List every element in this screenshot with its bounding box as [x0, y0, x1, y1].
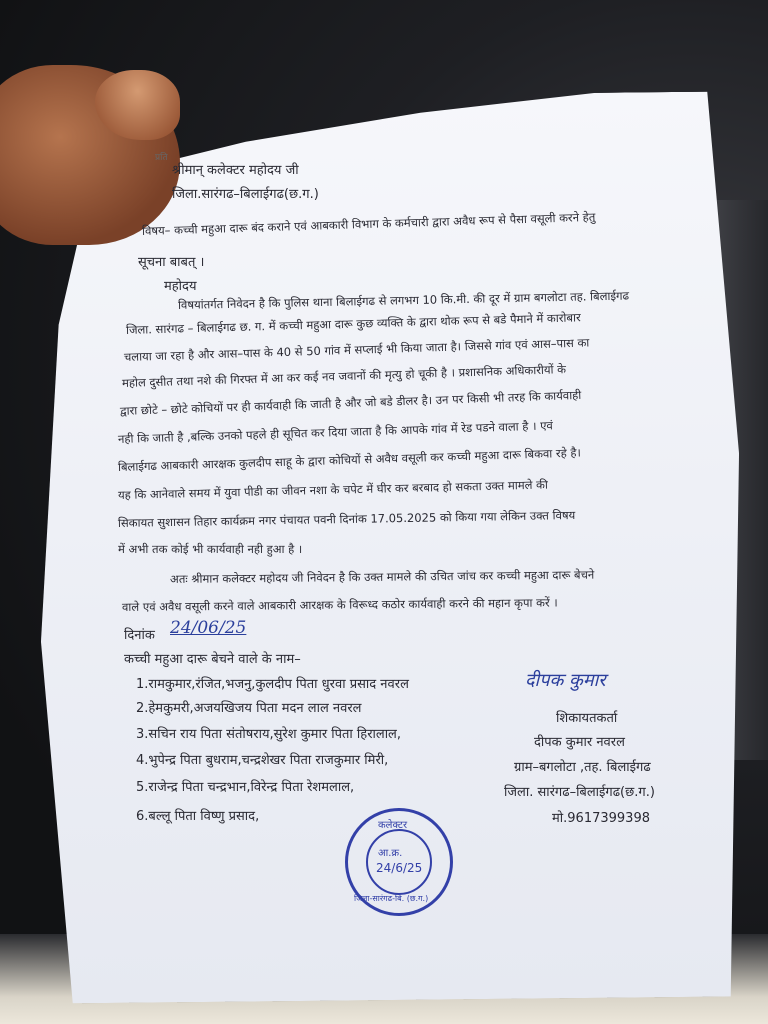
recipient-line-1: श्रीमान् कलेक्टर महोदय जी — [172, 163, 299, 178]
complainant-mobile: मो.9617399398 — [552, 811, 650, 826]
complainant-district: जिला. सारंगढ–बिलाईगढ(छ.ग.) — [504, 785, 655, 800]
complainant-name: दीपक कुमार नवरल — [534, 735, 625, 750]
name-item: 3.सचिन राय पिता संतोषराय,सुरेश कुमार पिता हिरालाल, — [136, 727, 402, 742]
body-line: में अभी तक कोई भी कार्यवाही नही हुआ है । — [118, 542, 303, 556]
complainant-village: ग्राम–बगलोटा ,तह. बिलाईगढ — [514, 760, 651, 775]
date-label: दिनांक — [124, 628, 155, 643]
date-handwritten: 24/06/25 — [170, 618, 247, 638]
name-item: 6.बल्लू पिता विष्णु प्रसाद, — [136, 809, 260, 824]
prati-label: प्रति — [155, 153, 168, 163]
request-line-2: वाले एवं अवैध वसूली करने वाले आबकारी आरक्षक के विरूध्द कठोर कार्यवाही करने की महान कृपा करें । — [121, 595, 558, 614]
name-item: 2.हेमकुमरी,अजयखिजय पिता मदन लाल नवरल — [136, 701, 362, 716]
body-line: द्वारा छोटे – छोटे कोचियों पर ही कार्यवाही कि जाती है और जो बडे डीलर है। उन पर किसी भी तरह कि कार्यवाही — [119, 387, 582, 418]
complainant-title: शिकायतकर्ता — [556, 711, 618, 726]
stamp-mid-text: आ.क्र. — [378, 848, 403, 859]
body-line: विषयांतर्गत निवेदन है कि पुलिस थाना बिलाईगढ से लगभग 10 कि.मी. की दूर में ग्राम बगलोटा तह. बिलाईगढ — [177, 288, 630, 312]
handwritten-signature: दीपक कुमार — [525, 670, 606, 691]
office-stamp — [345, 808, 453, 916]
body-line: यह कि आनेवाले समय में युवा पीडी का जीवन नशा के चपेट में घीर कर बरबाद हो सकता उक्त मामले की — [117, 477, 549, 502]
name-item: 1.रामकुमार,रंजित,भजनु,कुलदीप पिता धुरवा प्रसाद नवरल — [136, 677, 409, 692]
stamp-date: 24/6/25 — [376, 861, 423, 875]
subject-line-2: सूचना बाबत् । — [138, 255, 205, 270]
body-line: सिकायत सुशासन तिहार कार्यक्रम नगर पंचायत पवनी दिनांक 17.05.2025 को किया गया लेकिन उक्त विषय — [117, 508, 576, 530]
subject-line-1: विषय– कच्ची महुआ दारू बंद कराने एवं आबकारी विभाग के कर्मचारी द्वारा अवैध रूप से पैसा वसूली करने हेतु — [141, 209, 596, 238]
recipient-line-2: जिला.सारंगढ–बिलाईगढ(छ.ग.) — [172, 187, 319, 202]
salutation: महोदय — [164, 279, 197, 294]
name-item: 5.राजेन्द्र पिता चन्द्रभान,विरेन्द्र पिता रेशमलाल, — [136, 780, 355, 795]
name-item: 4.भुपेन्द्र पिता बुधराम,चन्द्रशेखर पिता राजकुमार मिरी, — [136, 753, 389, 768]
request-line-1: अतः श्रीमान कलेक्टर महोदय जी निवेदन है कि उक्त मामले की उचित जांच कर कच्ची महुआ दारू बेचने — [169, 567, 595, 586]
body-line: नही कि जाती है ,बल्कि उनको पहले ही सूचित कर दिया जाता है कि आपके गांव में रेड पडने वाला है । एवं — [117, 418, 554, 446]
stamp-bottom-text: जिला-सारंगढ-बि. (छ.ग.) — [354, 894, 429, 903]
body-line: महोल दुसीत तथा नशे की गिरफ्त में आ कर कई नव जवानों की मृत्यु हो चूकी है । प्रशासनिक अधिकारीयों के — [121, 362, 567, 390]
names-list-title: कच्ची महुआ दारू बेचने वाले के नाम– — [124, 652, 301, 667]
stamp-top-text: कलेक्टर — [378, 820, 408, 831]
body-line: जिला. सारंगढ – बिलाईगढ छ. ग. में कच्ची महुआ दारू कुछ व्यक्ति के द्वारा थोक रूप से बडे पैमाने में कारोबार — [125, 310, 581, 337]
body-line: बिलाईगढ आबकारी आरक्षक कुलदीप साहू के द्वारा कोचियों से अवैध वसूली कर कच्ची महुआ दारू बिकवा रहे है। — [117, 445, 582, 474]
body-line: चलाया जा रहा है और आस–पास के 40 से 50 गांव में सप्लाई भी किया जाता है। जिससे गांव एवं आस–पास का — [123, 335, 590, 364]
